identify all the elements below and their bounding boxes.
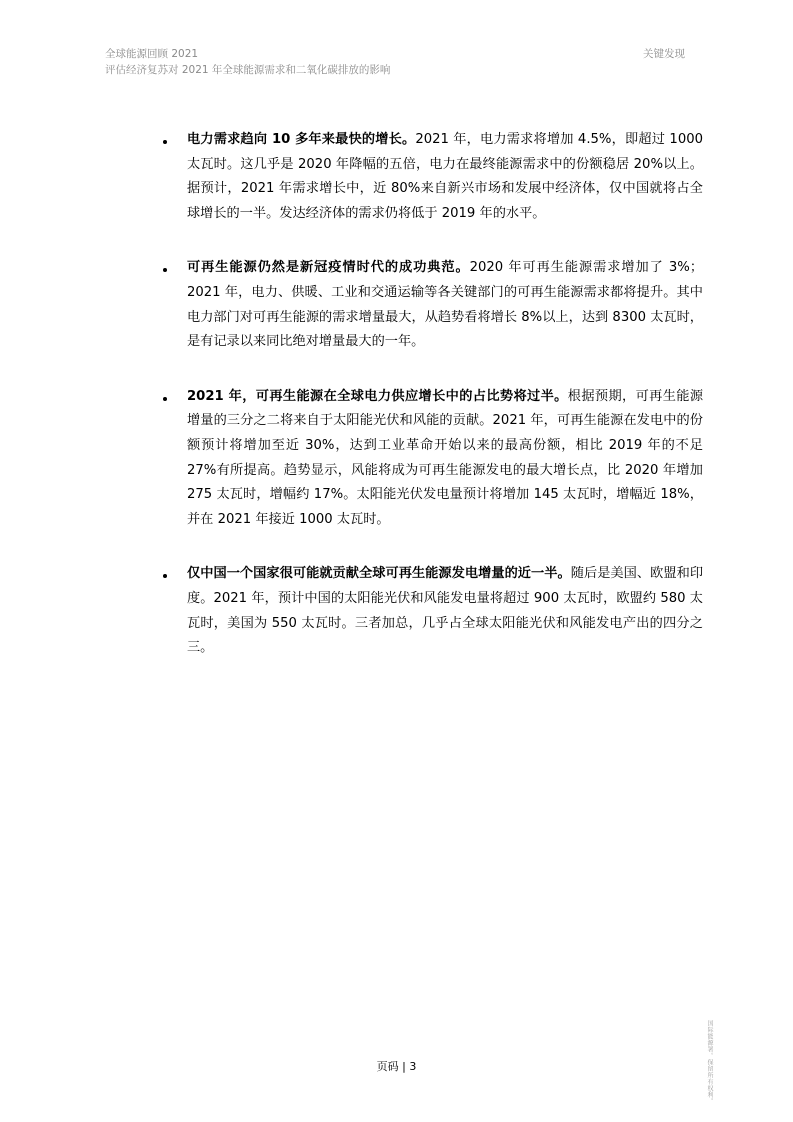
header-subtitle: 评估经济复苏对 2021 年全球能源需求和二氧化碳排放的影响 [105,64,391,76]
finding-body: 2021 年，电力需求将增加 4.5%，即超过 1000 太瓦时。这几乎是 2020 年降幅的五倍，电力在最终能源需求中的份额稳居 20%以上。据预计，2021 年需求增长中，近 80%来自新兴市场和发展中经济体，仅中国就将占全球增长的一半。发达经济体的需求仍将低于 2019 年的水平。 [187,132,703,221]
finding-body: 随后是美国、欧盟和印度。2021 年，预计中国的太阳能光伏和风能发电量将超过 900 太瓦时，欧盟约 580 太瓦时，美国为 550 太瓦时。三者加总，几乎占全球太阳能光伏和风能发电产出的四分之三。 [187,566,704,656]
list-item [163,256,703,354]
finding-lead: 可再生能源仍然是新冠疫情时代的成功典范。 [187,260,470,276]
document-header [105,46,390,78]
key-findings-list [163,128,703,691]
bullet-icon [163,268,167,272]
copyright-note: 国际能源署。保留所有权利。 [706,1020,713,1105]
list-item [163,385,703,533]
bullet-icon [163,397,167,401]
list-item [163,562,703,660]
section-label: 关键发现 [643,48,685,60]
finding-lead: 电力需求趋向 10 多年来最快的增长。 [187,132,416,147]
finding-lead: 仅中国一个国家很可能就贡献全球可再生能源发电增量的近一半。 [187,566,571,582]
bullet-icon [163,140,167,144]
page-number: 页码 | 3 [376,1060,417,1073]
finding-lead: 2021 年，可再生能源在全球电力供应增长中的占比势将过半。 [187,388,568,404]
header-title: 全球能源回顾 2021 [105,48,199,60]
finding-body: 根据预期，可再生能源增量的三分之二将来自于太阳能光伏和风能的贡献。2021 年，可再生能源在发电中的份额预计将增加至近 30%，达到工业革命开始以来的最高份额，相比 2019 年的不足 27%有所提高。趋势显示，风能将成为可再生能源发电的最大增长点，比 2020 年增加 275 太瓦时，增幅约 17%。太阳能光伏发电量预计将增加 145 太瓦时，增幅近 18%，并在 2021 年接近 1000 太瓦时。 [187,388,704,527]
list-item [163,128,703,226]
bullet-icon [163,574,167,578]
finding-body: 2020 年可再生能源需求增加了 3%；2021 年，电力、供暖、工业和交通运输等各关键部门的可再生能源需求都将提升。其中电力部门对可再生能源的需求增量最大，从趋势看将增长 8%以上，达到 8300 太瓦时，是有记录以来同比绝对增量最大的一年。 [187,260,704,350]
